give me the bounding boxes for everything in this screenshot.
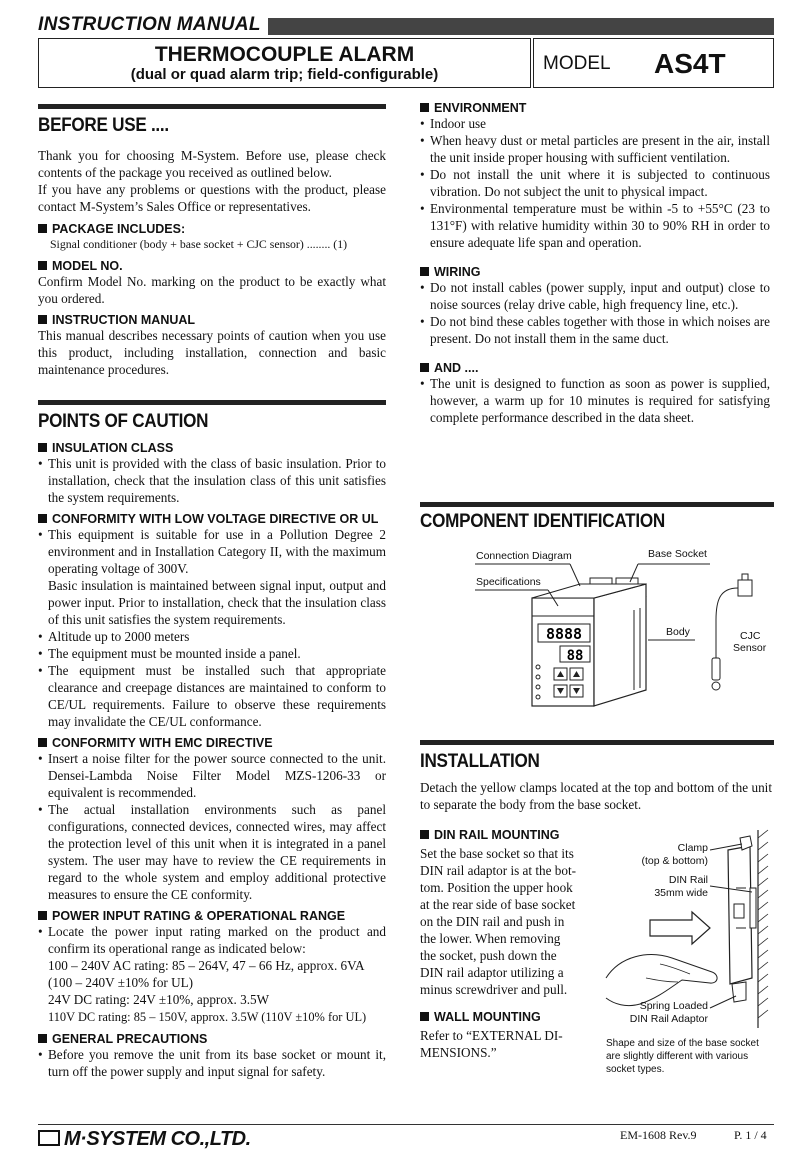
wall-mounting-text (420, 1027, 596, 1061)
model-box (533, 38, 774, 88)
list-item: • The equipment must be mounted inside a panel. (38, 645, 386, 662)
clamp-label-line: (top & bottom) (641, 855, 708, 867)
general-heading: GENERAL PRECAUTIONS (38, 1032, 386, 1046)
page-number: P. 1 / 4 (734, 1128, 767, 1142)
model-no-text: Confirm Model No. marking on the product to be exactly what you ordered. (38, 274, 386, 306)
text-line: tom. Position the upper hook (420, 880, 573, 895)
socket-caption (606, 1037, 759, 1076)
contact-paragraph: If you have any problems or questions with the product, please contact M-System’s Sales Office or representatives. (38, 182, 386, 214)
before-use-heading: BEFORE USE .... (38, 115, 169, 136)
din-label-line: 35mm wide (654, 887, 708, 899)
list-item: • Before you remove the unit from its base socket or mount it, turn off the power supply and input signal for safety. (38, 1046, 386, 1080)
section-rule (38, 104, 386, 109)
cjc-sensor-label: Sensor (733, 642, 767, 654)
caption-line: Shape and size of the base socket (606, 1038, 759, 1049)
lvd-heading: CONFORMITY WITH LOW VOLTAGE DIRECTIVE OR UL (38, 512, 386, 526)
din-rail-heading: DIN RAIL MOUNTING (420, 828, 559, 842)
cjc-label: CJC (740, 630, 761, 642)
spring-label-line: Spring Loaded (639, 1000, 708, 1012)
environment-heading: ENVIRONMENT (420, 101, 770, 115)
din-rail-label (654, 874, 708, 900)
insulation-list (38, 455, 386, 506)
list-item: • The actual installation environments such as panel configurations, connected devices, connected wires, may affect the protection level of this unit when it is integrated in a panel system. The user may have to review the CE requirements in regard to the whole system and employ additional protective measures to ensure the CE conformity. (38, 801, 386, 903)
title-box (38, 38, 531, 88)
section-rule (38, 400, 386, 405)
text-line: at the rear side of base socket (420, 897, 576, 912)
text-line: MENSIONS.” (420, 1045, 497, 1060)
list-item: • Environmental temperature must be within -5 to +55°C (23 to 131°F) with relative humidity within 30 to 90% RH in order to ensure adequate life span and operation. (420, 200, 770, 251)
power-list (38, 923, 386, 1026)
component-heading: COMPONENT IDENTIFICATION (420, 511, 665, 532)
package-heading: PACKAGE INCLUDES: (38, 222, 386, 236)
manual-header-label: INSTRUCTION MANUAL (38, 14, 261, 35)
din-rail-diagram (600, 828, 774, 1033)
caption-line: are slightly different with various (606, 1051, 749, 1062)
document-ref: EM-1608 Rev.9 (620, 1128, 697, 1142)
wiring-heading: WIRING (420, 265, 770, 279)
list-item: • The equipment must be installed such that appropriate clearance and creepage distances are maintained to conform to CE/UL requirements. Failure to observe these requirements may invalidate the CE/UL conformance. (38, 662, 386, 730)
environment-list (420, 115, 770, 251)
list-item: • Locate the power input rating marked on the product and confirm its operational range as indicated below: 100 – 240V AC rating: 85 – 264V, 47 – 66 Hz, approx. 6VA (100 – 240V ±10% for UL) 24V DC rating: 24V ±10%, approx. 3.5W 110V DC rating: 85 – 150V, approx. 3.5W (110V ±10% for UL) (38, 923, 386, 1026)
model-label: MODEL (543, 53, 611, 74)
emc-heading: CONFORMITY WITH EMC DIRECTIVE (38, 736, 386, 750)
general-list (38, 1046, 386, 1080)
footer-rule (38, 1124, 774, 1125)
insulation-heading: INSULATION CLASS (38, 441, 386, 455)
clamp-label (641, 842, 708, 868)
spring-adaptor-label (630, 1000, 708, 1026)
specifications-label: Specifications (476, 576, 541, 588)
list-item: • Insert a noise filter for the power source connected to the unit. Densei-Lambda Noise Filter Model MZS-1206-33 or equivalent is recommended. (38, 750, 386, 801)
component-illustration (420, 540, 774, 730)
list-item: • This equipment is suitable for use in a Pollution Degree 2 environment and in Installation Category II, with the maximum operating voltage of 300V. Basic insulation is maintained between signal input, output and power input. Prior to installation, check that the insulation class of this unit satisfies the system requirements. (38, 526, 386, 628)
caution-heading: POINTS OF CAUTION (38, 411, 209, 432)
text-line: DIN rail adaptor utilizing a (420, 965, 564, 980)
product-title: THERMOCOUPLE ALARM (154, 43, 415, 66)
section-rule (420, 502, 774, 507)
clamp-label-line: Clamp (677, 842, 708, 854)
list-item: • Do not install cables (power supply, input and output) close to noise sources (relay drive cable, high frequency line, etc.). (420, 279, 770, 313)
and-heading: AND .... (420, 361, 770, 375)
list-item: • This unit is provided with the class of basic insulation. Prior to installation, check that the insulation class of this unit satisfies the system requirements. (38, 455, 386, 506)
left-column (38, 104, 386, 1080)
installation-heading: INSTALLATION (420, 751, 540, 772)
package-item: Signal conditioner (body + base socket + CJC sensor) ........ (1) (50, 237, 348, 251)
list-item: • Do not install the unit where it is subjected to continuous vibration. Do not subject the unit to physical impact. (420, 166, 770, 200)
power-heading: POWER INPUT RATING & OPERATIONAL RANGE (38, 909, 386, 923)
instruction-manual-heading: INSTRUCTION MANUAL (38, 313, 386, 327)
body-label: Body (666, 626, 690, 638)
model-no-heading: MODEL NO. (38, 259, 386, 273)
top-display: 8888 (545, 625, 583, 643)
din-label-line: DIN Rail (668, 874, 708, 886)
product-subtitle: (dual or quad alarm trip; field-configurable) (130, 66, 439, 83)
list-item: • When heavy dust or metal particles are present in the air, install the unit inside proper housing with sufficient ventilation. (420, 132, 770, 166)
text-line: minus screwdriver and pull. (420, 982, 568, 997)
instruction-manual-text: This manual describes necessary points of caution when you use this product, including installation, connection and basic maintenance procedures. (38, 328, 386, 377)
emc-list (38, 750, 386, 903)
list-item: • Indoor use (420, 115, 770, 132)
wall-mounting-heading: WALL MOUNTING (420, 1010, 541, 1024)
component-diagram (420, 540, 774, 730)
text-line: the lower. When removing (420, 931, 561, 946)
company-logo (38, 1128, 251, 1151)
spring-label-line: DIN Rail Adaptor (629, 1013, 708, 1025)
text-line: the socket, push down the (420, 948, 557, 963)
text-line: on the DIN rail and push in (420, 914, 565, 929)
din-rail-text (420, 845, 596, 998)
intro-paragraph: Thank you for choosing M-System. Before use, please check contents of the package you received as outlined below. (38, 148, 386, 180)
list-item: • The unit is designed to function as soon as power is supplied, however, a warm up for 10 minutes is required for satisfying complete performance described in the data sheet. (420, 375, 770, 426)
header-bar (268, 18, 774, 35)
caption-line: socket types. (606, 1064, 665, 1075)
text-line: DIN rail adaptor is at the bot- (420, 863, 577, 878)
logo-text: M·SYSTEM CO.,LTD. (64, 1128, 251, 1150)
base-socket-label: Base Socket (648, 548, 707, 560)
list-item: • Do not bind these cables together with those in which noises are present. Do not install them in the same duct. (420, 313, 770, 347)
list-item: • Altitude up to 2000 meters (38, 628, 386, 645)
right-column (420, 101, 770, 426)
text-line: Set the base socket so that its (420, 846, 574, 861)
installation-intro: Detach the yellow clamps located at the top and bottom of the unit to separate the body from the base socket. (420, 780, 772, 812)
and-list (420, 375, 770, 426)
logo-mark-icon (38, 1130, 60, 1146)
lvd-list (38, 526, 386, 730)
wiring-list (420, 279, 770, 347)
connection-diagram-label: Connection Diagram (476, 550, 572, 562)
model-value: AS4T (654, 48, 726, 79)
bottom-display: 88 (566, 648, 584, 664)
text-line: Refer to “EXTERNAL DI- (420, 1028, 563, 1043)
section-rule (420, 740, 774, 745)
